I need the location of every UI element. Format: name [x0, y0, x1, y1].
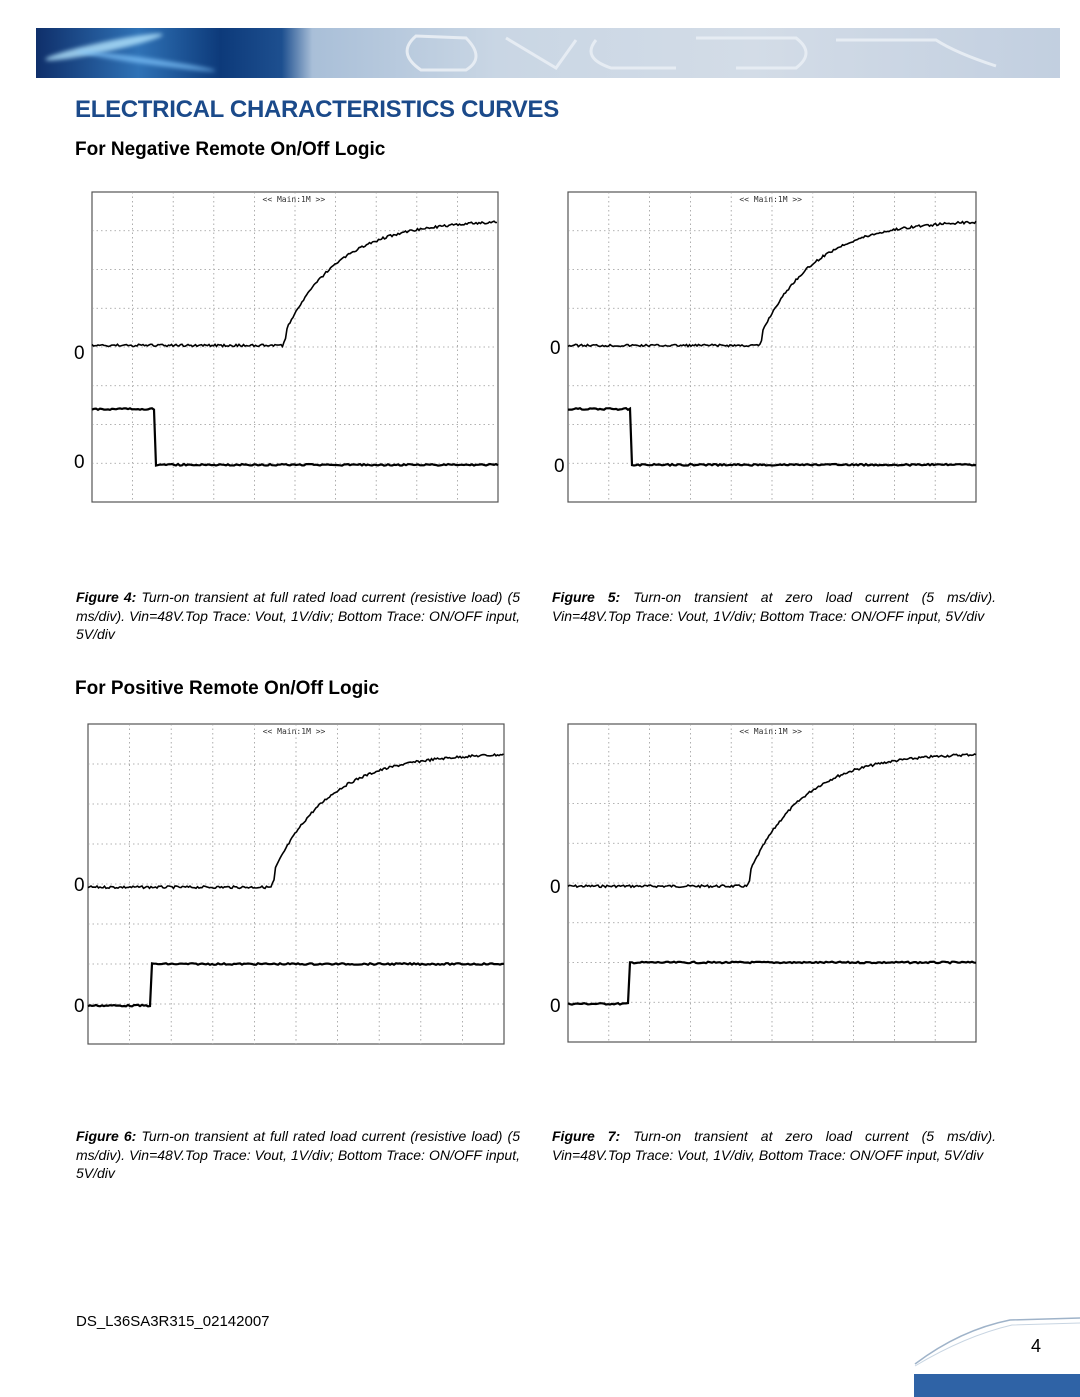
oscilloscope-plot — [90, 190, 500, 510]
oscilloscope-plot — [566, 722, 978, 1050]
figure-label: Figure 6: — [76, 1128, 137, 1144]
figure-label: Figure 5: — [552, 589, 621, 605]
scope-figure-4 — [90, 190, 500, 510]
positive-logic-subtitle: For Positive Remote On/Off Logic — [75, 678, 380, 699]
scope-header-label: << Main:1M >> — [739, 727, 802, 736]
figure-label: Figure 7: — [552, 1128, 621, 1144]
page-title: ELECTRICAL CHARACTERISTICS CURVES — [75, 96, 559, 123]
banner-logo-watermark — [36, 28, 1060, 78]
document-code: DS_L36SA3R315_02142007 — [76, 1313, 270, 1330]
zero-marker-top: 0 — [74, 875, 85, 896]
figure-6-caption — [76, 1127, 520, 1183]
negative-logic-subtitle: For Negative Remote On/Off Logic — [75, 139, 386, 160]
scope-figure-7 — [566, 722, 978, 1050]
caption-text: Turn-on transient at zero load current (5 ms/div). Vin=48V.Top Trace: Vout, 1V/div, Bottom Trace: ON/OFF input, 5V/div — [552, 1128, 996, 1163]
caption-text: Turn-on transient at full rated load current (resistive load) (5 ms/div). Vin=48V.Top Trace: Vout, 1V/div; Bottom Trace: ON/OFF input, 5V/div — [76, 589, 521, 642]
zero-marker-top: 0 — [550, 877, 561, 898]
caption-text: Turn-on transient at zero load current (5 ms/div). Vin=48V.Top Trace: Vout, 1V/div; Bottom Trace: ON/OFF input, 5V/div — [552, 589, 996, 624]
scope-header-label: << Main:1M >> — [739, 195, 802, 204]
zero-marker-bottom: 0 — [74, 452, 85, 473]
zero-marker-bottom: 0 — [74, 996, 85, 1017]
caption-text: Turn-on transient at full rated load current (resistive load) (5 ms/div). Vin=48V.Top Trace: Vout, 1V/div; Bottom Trace: ON/OFF input, 5V/div — [76, 1128, 521, 1181]
header-banner — [36, 28, 1060, 78]
zero-marker-bottom: 0 — [550, 996, 561, 1017]
oscilloscope-plot — [86, 722, 506, 1052]
zero-marker-top: 0 — [74, 343, 85, 364]
page-number: 4 — [1031, 1336, 1042, 1356]
oscilloscope-plot — [566, 190, 978, 510]
figure-5-caption — [552, 588, 996, 625]
zero-marker-top: 0 — [550, 338, 561, 359]
figure-4-caption — [76, 588, 520, 644]
zero-marker-bottom: 0 — [554, 456, 565, 477]
scope-figure-5 — [566, 190, 978, 510]
scope-header-label: << Main:1M >> — [262, 195, 326, 204]
figure-label: Figure 4: — [76, 589, 137, 605]
figure-7-caption — [552, 1127, 996, 1164]
scope-figure-6 — [86, 722, 506, 1052]
scope-header-label: << Main:1M >> — [262, 727, 326, 736]
